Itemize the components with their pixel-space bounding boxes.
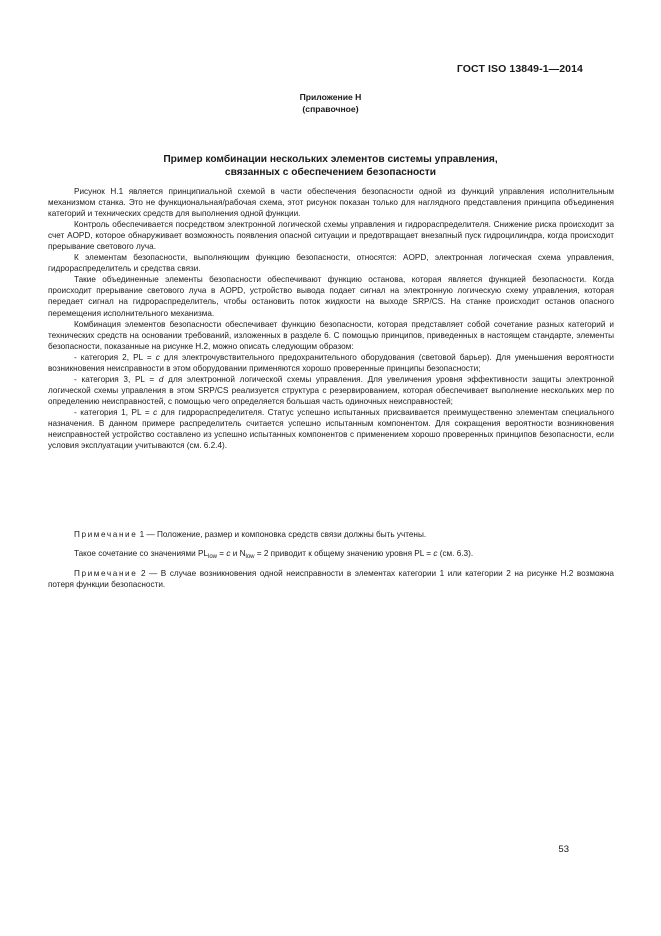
- note-label: Примечание: [74, 530, 138, 539]
- page-number: 53: [558, 844, 569, 855]
- paragraph-2: Контроль обеспечивается посредством электронной логической схемы управления и гидрораспределителя. Снижение риска происходит за счет AOPD, которое обнаруживает возможность появления опасной ситуации и предотвращает внезапный пуск гидроцилиндра, когда происходит прерывание светового луча.: [48, 220, 614, 252]
- section-title-line2: связанных с обеспечением безопасности: [224, 166, 437, 178]
- body-text: [48, 186, 614, 451]
- combination-statement: Такое сочетание со значениями $PL_{low} = c$ и $N_{low} = 2$ приводит к общему значению уровня PL = c (см. 6.3).: [74, 549, 474, 561]
- paragraph-5: Комбинация элементов безопасности обеспечивает функцию безопасности, которая представляет собой сочетание разных категорий и технических средств на основании требований, изложенных в разделе 6. С помощью принципов, приведенных в настоящем стандарте, элементы безопасности, показанные на рисунке Н.2, можно описать следующим образом:: [48, 319, 614, 351]
- paragraph-4: Такие объединенные элементы безопасности обеспечивают функцию останова, которая является функцией безопасности. Когда происходит прерывание светового луча в AOPD, устройство вывода подает сигнал на электронную логическую схему управления, которая передает сигнал на гидрораспределитель, чтобы остановить поток жидкости на выходе SRP/CS. На станке происходит останов опасного перемещения исполнительного механизма.: [48, 275, 614, 318]
- paragraph-3: К элементам безопасности, выполняющим функцию безопасности, относятся: AOPD, электронная логическая схема управления, гидрораспределитель и средства связи.: [48, 253, 614, 274]
- list-item-category-2: - категория 2, PL = c для электрочувствительного предохранительного оборудования (световой барьер). Для уменьшения вероятности возникновения неисправности в этом оборудовании применяются хорошо проверенные принципы безопасности;: [48, 352, 615, 373]
- annex-heading: [0, 92, 661, 115]
- list-item-category-1: - категория 1, PL = c для гидрораспределителя. Статус успешно испытанных присваивается преимущественно элементам специального назначения. В данном примере распределитель считается успешно испытанным компонентом. Для сокращения вероятности возникновения неисправностей устройство составлено из успешно испытанных компонентов с применением хорошо проверенных принципов безопасности, если условия эксплуатации учитываются (см. 6.2.4).: [48, 407, 614, 451]
- section-title: [60, 154, 601, 179]
- notes-block: [48, 529, 614, 598]
- note-2: Примечание 2 — В случае возникновения одной неисправности в элементах категории 1 или категории 2 на рисунке Н.2 возможна потеря функции безопасности.: [48, 569, 614, 590]
- note-1: Примечание 1 — Положение, размер и компоновка средств связи должны быть учтены.: [74, 530, 427, 539]
- annex-title: Приложение Н: [299, 92, 362, 102]
- paragraph-1: Рисунок Н.1 является принципиальной схемой в части обеспечения безопасности одной из функций управления исполнительным механизмом станка. Это не функциональная/рабочая схема, этот рисунок показан только для наглядного представления принципа объединения категорий и технических средств для выполнения одной функции.: [48, 187, 614, 219]
- standard-id: ГОСТ ISO 13849-1—2014: [456, 63, 583, 75]
- note-label: Примечание: [74, 569, 138, 579]
- section-title-line1: Пример комбинации нескольких элементов системы управления,: [163, 154, 498, 165]
- list-item-category-3: - категория 3, PL = d для электронной логической схемы управления. Для увеличения уровня эффективности защиты электронной логической схемы управления в этом SRP/CS реализуется структура с резервированием, которая обеспечивает выполнение нескольких мер по определению неисправностей, с помощью чего определяется большая часть одиночных неисправностей;: [48, 374, 614, 406]
- annex-type: (справочное): [302, 103, 359, 114]
